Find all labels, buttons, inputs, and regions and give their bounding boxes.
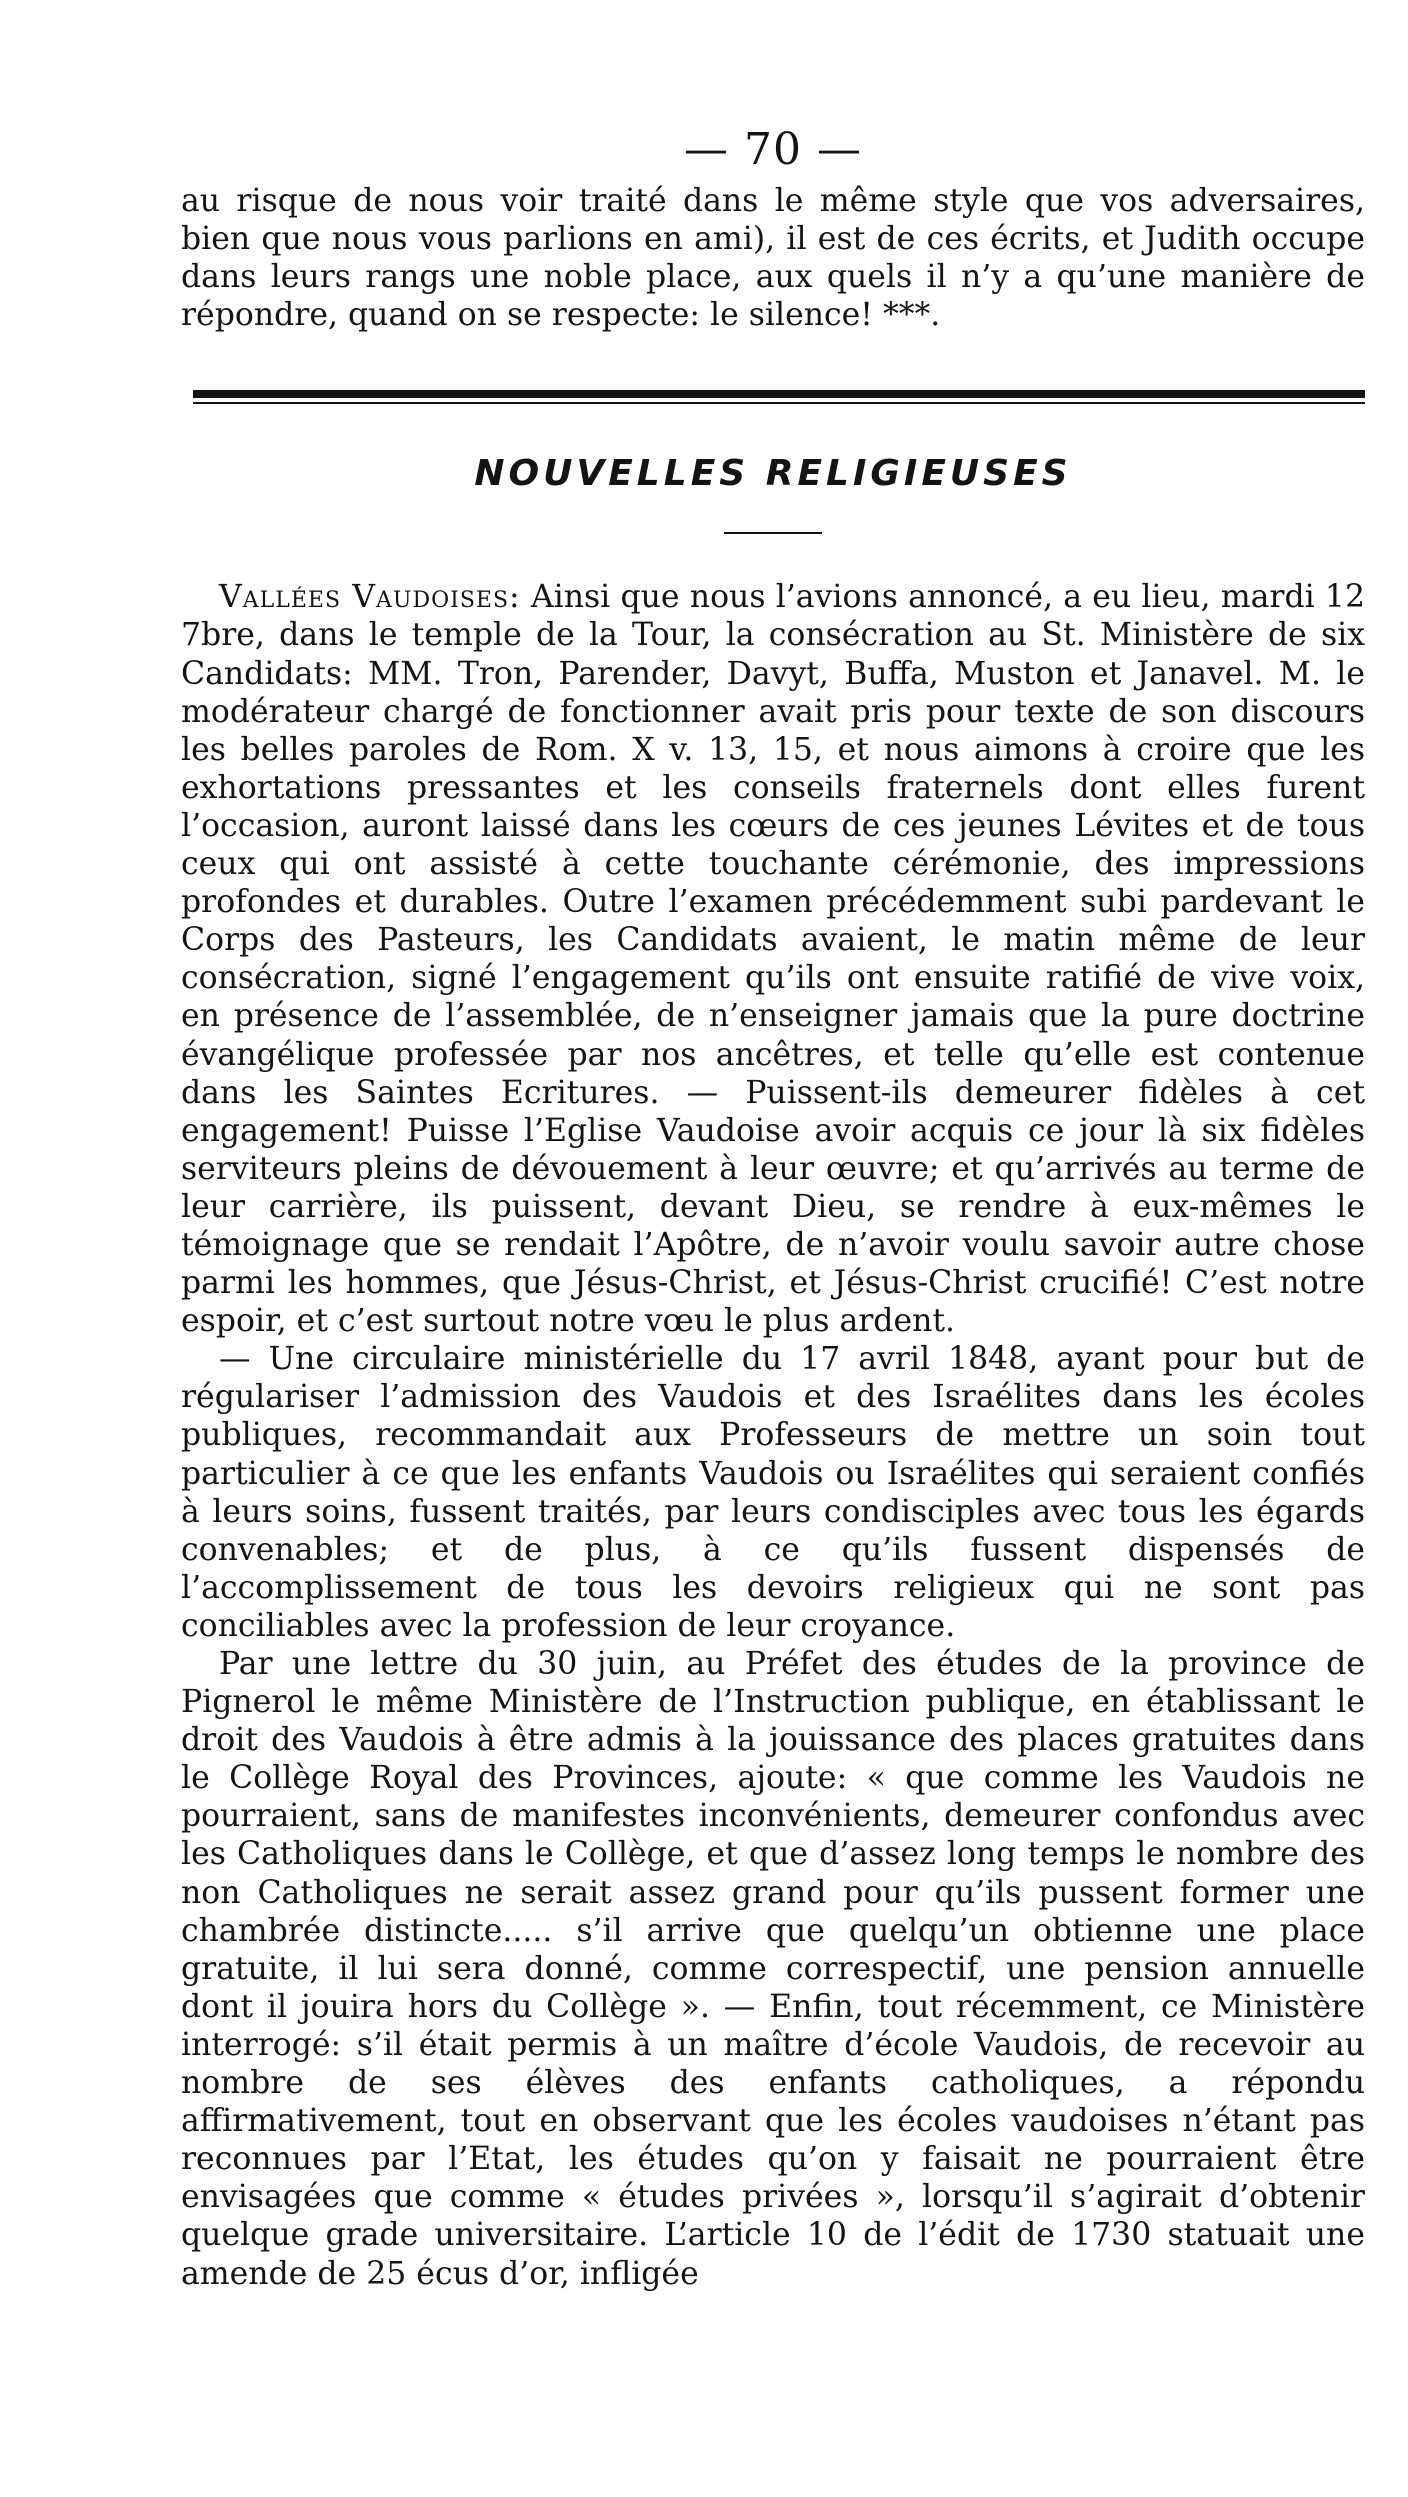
section-divider	[181, 390, 1365, 404]
paragraph-lead: Vallées Vaudoises:	[219, 579, 521, 616]
divider-thin-rule	[193, 402, 1365, 404]
paragraph-lettre-30-juin: Par une lettre du 30 juin, au Préfet des études de la province de Pignerol le même Ministère de l’Instruction publique, en établissant le droit des Vaudois à être admis à la jouissance des places gratuites dans le Collège Royal des Provinces, ajoute: « que comme les Vaudois ne pourraient, sans de manifestes inconvénients, demeurer confondus avec les Catholiques dans le Collège, et que d’assez long temps le nombre des non Catholiques ne serait assez grand pour qu’ils pussent former une chambrée distincte..... s’il arrive que quelqu’un obtienne une place gratuite, il lui sera donné, comme correspectif, une pension annuelle dont il jouira hors du Collège ». — Enfin, tout récemment, ce Ministère interrogé: s’il était permis à un maître d’école Vaudois, de recevoir au nombre de ses élèves des enfants catholiques, a répondu affirmativement, tout en observant que les écoles vaudoises n’étant pas reconnues par l’Etat, les études qu’on y faisait ne pourraient être envisagées que comme « études privées », lorsqu’il s’agirait d’obtenir quelque grade universitaire. L’article 10 de l’édit de 1730 statuait une amende de 25 écus d’or, infligée	[181, 1646, 1365, 2292]
paragraph-vallees-vaudoises	[181, 578, 1365, 1340]
page-number: — 70 —	[684, 124, 862, 175]
title-underline-rule	[724, 532, 822, 534]
section-title: NOUVELLES RELIGIEUSES	[474, 453, 1072, 495]
paragraph-1-text: Ainsi que nous l’avions annoncé, a eu lieu, mardi 12 7bre, dans le temple de la Tour, la consécration au St. Ministère de six Candidats: MM. Tron, Parender, Davyt, Buffa, Muston et Janavel. M. le modérateur chargé de fonctionner avait pris pour texte de son discours les belles paroles de Rom. X v. 13, 15, et nous aimons à croire que les exhortations pressantes et les conseils fraternels dont elles furent l’occasion, auront laissé dans les cœurs de ces jeunes Lévites et de tous ceux qui ont assisté à cette touchante cérémonie, des impressions profondes et durables. Outre l’examen précédemment subi pardevant le Corps des Pasteurs, les Candidats avaient, le matin même de leur consécration, signé l’engagement qu’ils ont ensuite ratifié de vive voix, en présence de l’assemblée, de n’enseigner jamais que la pure doctrine évangélique professée par nos ancêtres, et telle qu’elle est contenue dans les Saintes Ecritures. — Puissent-ils demeurer fidèles à cet engagement! Puisse l’Eglise Vaudoise avoir acquis ce jour là six fidèles serviteurs pleins de dévouement à leur œuvre; et qu’arrivés au terme de leur carrière, ils puissent, devant Dieu, se rendre à eux-mêmes le témoignage que se rendait l’Apôtre, de n’avoir voulu savoir autre chose parmi les hommes, que Jésus-Christ, et Jésus-Christ crucifié! C’est notre espoir, et c’est surtout notre vœu le plus ardent.	[181, 579, 1365, 1340]
opening-paragraph: au risque de nous voir traité dans le même style que vos adversaires, bien que nous vous parlions en ami), il est de ces écrits, et Judith occupe dans leurs rangs une noble place, aux quels il n’y a qu’une manière de répondre, quand on se respecte: le silence! ***.	[181, 183, 1365, 334]
divider-thick-rule	[193, 390, 1365, 398]
paragraph-circulaire: — Une circulaire ministérielle du 17 avril 1848, ayant pour but de régulariser l’admission des Vaudois et des Israélites dans les écoles publiques, recommandait aux Professeurs de mettre un soin tout particulier à ce que les enfants Vaudois ou Israélites qui seraient confiés à leurs soins, fussent traités, par leurs condisciples avec tous les égards convenables; et de plus, à ce qu’ils fussent dispensés de l’accomplissement de tous les devoirs religieux qui ne sont pas conciliables avec la profession de leur croyance.	[181, 1341, 1365, 1644]
document-page	[181, 120, 1365, 2293]
